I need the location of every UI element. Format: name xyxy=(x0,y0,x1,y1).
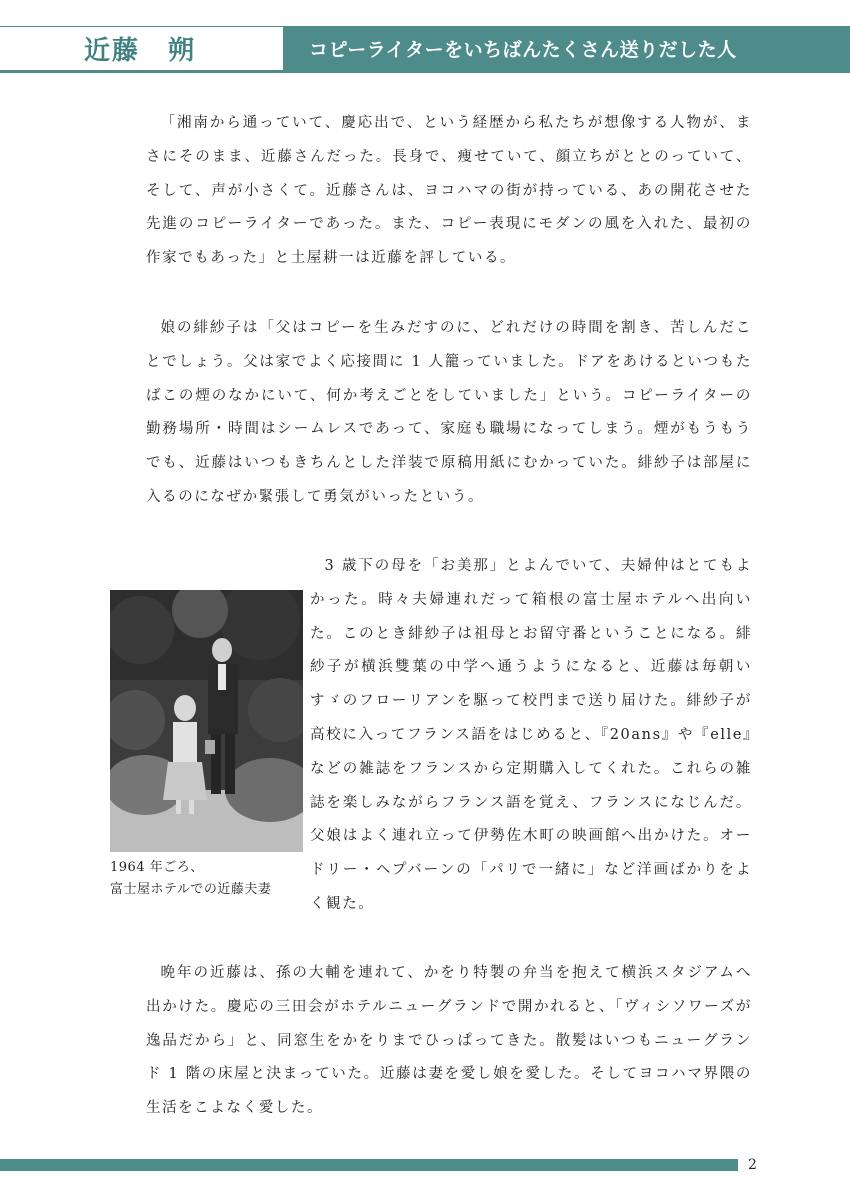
page-header xyxy=(0,26,850,73)
header-title: コピーライターをいちばんたくさん送りだした人 xyxy=(309,39,737,61)
header-person-name: 近藤 朔 xyxy=(84,36,197,66)
photo-caption xyxy=(110,857,310,901)
header-title-band xyxy=(283,26,850,70)
couple-photo xyxy=(110,590,303,852)
paragraph-3-text: 3 歳下の母を「お美那」とよんでいて、夫婦仲はとてもよかった。時々夫婦連れだって箱根の富士屋ホテルへ出向いた。このとき緋紗子は祖母とお留守番ということになる。緋紗子が横浜雙葉の中学へ通うようになると、近藤は毎朝いすゞのフローリアンを駆って校門まで送り届けた。緋紗子が高校に入ってフランス語をはじめると、『20ans』や『elle』などの雑誌をフランスから定期購入してくれた。これらの雑誌を楽しみながらフランス語を覚え、フランスになじんだ。父娘はよく連れ立って伊勢佐木町の映画館へ出かけた。オードリー・ヘプバーンの「パリで一緒に」など洋画ばかりをよく観た。 xyxy=(310,558,752,912)
photo-caption-line-2: 富士屋ホテルでの近藤夫妻 xyxy=(110,882,272,897)
paragraph-2: 娘の緋紗子は「父はコピーを生みだすのに、どれだけの時間を割き、苦しんだことでしょう。父は家でよく応接間に 1 人籠っていました。ドアをあけるといつもたばこの煙のなかにいて、何か考えごとをしていました」という。コピーライターの勤務場所・時間はシームレスであって、家庭も職場になってしまう。煙がもうもうでも、近藤はいつもきちんとした洋装で原稿用紙にむかっていた。緋紗子は部屋に入るのになぜか緊張して勇気がいったという。 xyxy=(146,320,752,505)
paragraph-4: 晩年の近藤は、孫の大輔を連れて、かをり特製の弁当を抱えて横浜スタジアムへ出かけた。慶応の三田会がホテルニューグランドで開かれると、「ヴィシソワーズが逸品だから」と、同窓生をかをりまでひっぱってきた。散髪はいつもニューグランド 1 階の床屋と決まっていた。近藤は妻を愛し娘を愛した。そしてヨコハマ界隈の生活をこよなく愛した。 xyxy=(146,965,752,1117)
photo-caption-line-1: 1964 年ごろ、 xyxy=(110,860,204,875)
paragraph-1: 「湘南から通っていて、慶応出で、という経歴から私たちが想像する人物が、まさにそのまま、近藤さんだった。長身で、痩せていて、顔立ちがととのっていて、そして、声が小さくて。近藤さんは、ヨコハマの街が持っている、あの開花させた先進のコピーライターであった。また、コピー表現にモダンの風を入れた、最初の作家でもあった」と土屋耕一は近藤を評している。 xyxy=(146,115,752,267)
page-number: 2 xyxy=(748,1157,757,1173)
footer-bar xyxy=(0,1159,738,1171)
